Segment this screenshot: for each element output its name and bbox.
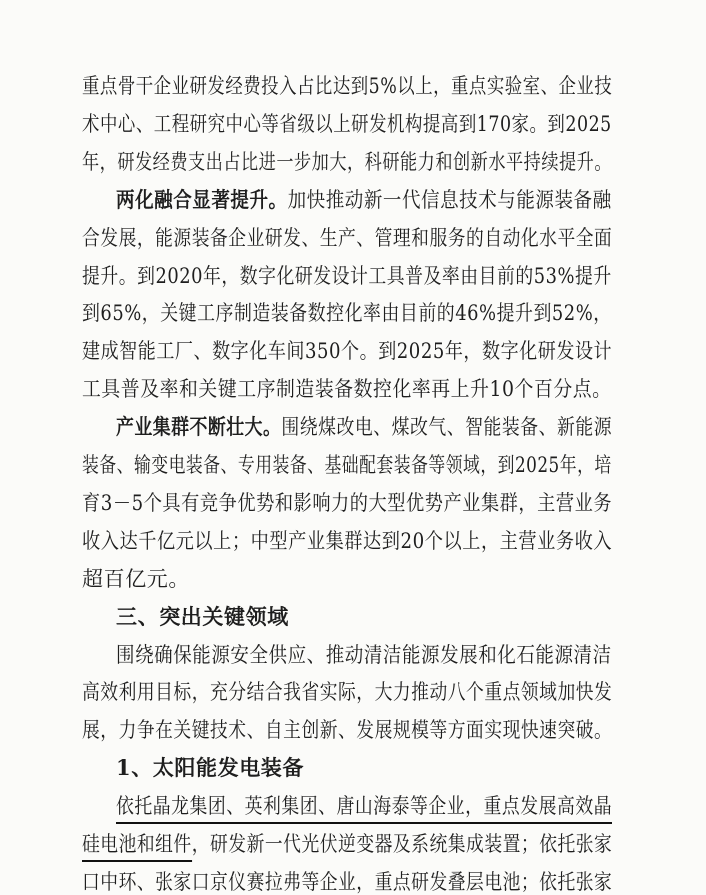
- p2-line-5: 建成智能工厂、数字化车间350个。到2025年，数字化研发设计: [82, 339, 613, 364]
- p3-line-5: 超百亿元。: [82, 566, 190, 591]
- p5-line-1-underlined: 依托晶龙集团、英利集团、唐山海泰等企业，重点发展高效晶: [116, 794, 612, 824]
- p1-line-3: 年，研发经费支出占比进一步加大，科研能力和创新水平持续提升。: [82, 149, 612, 174]
- section-heading: 三、突出关键领域: [116, 604, 289, 629]
- p1-line-1: 重点骨干企业研发经费投入占比达到5%以上，重点实验室、企业技: [82, 74, 613, 98]
- p5-line-2-underlined: 硅电池和组件: [82, 832, 192, 862]
- p3-line-3: 育3－5个具有竞争优势和影响力的大型优势产业集群，主营业务: [82, 490, 613, 515]
- sub-heading: 1、太阳能发电装备: [116, 755, 305, 781]
- p4-line-2: 高效利用目标，充分结合我省实际，大力推动八个重点领域加快发: [82, 680, 613, 705]
- p3-line-1: [116, 414, 612, 440]
- p2-line-1: [116, 187, 612, 213]
- p3-line-4: 收入达千亿元以上；中型产业集群达到20个以上，主营业务收入: [82, 528, 613, 553]
- p4-line-3: 展，力争在关键技术、自主创新、发展规模等方面实现快速突破。: [82, 718, 613, 743]
- p3-line-2: 装备、输变电装备、专用装备、基础配套装备等领域，到2025年，培: [82, 453, 612, 477]
- p3-lead: 产业集群不断壮大。: [116, 414, 282, 440]
- p3-line-1-rest: 围绕煤改电、煤改气、智能装备、新能源: [281, 415, 613, 440]
- p5-line-3: 口中环、张家口京仪赛拉弗等企业，重点研发叠层电池；依托张家: [82, 869, 613, 894]
- p5-line-1: [116, 793, 612, 819]
- p4-line-1: 围绕确保能源安全供应、推动清洁能源发展和化石能源清洁: [116, 642, 612, 667]
- p2-line-6: 工具普及率和关键工序制造装备数控化率再上升10个百分点。: [82, 377, 612, 402]
- p2-line-4: 到65%，关键工序制造装备数控化率由目前的46%提升到52%，: [82, 301, 612, 326]
- p2-lead: 两化融合显著提升。: [116, 186, 288, 212]
- p5-line-2-rest: ，研发新一代光伏逆变器及系统集成装置；依托张家: [191, 832, 613, 856]
- p1-line-2: 术中心、工程研究中心等省级以上研发机构提高到170家。到2025: [82, 111, 612, 136]
- p2-line-2: 合发展，能源装备企业研发、生产、管理和服务的自动化水平全面: [82, 225, 613, 250]
- p2-line-3: 提升。到2020年，数字化研发设计工具普及率由目前的53%提升: [82, 263, 612, 288]
- p2-line-1-rest: 加快推动新一代信息技术与能源装备融: [287, 187, 612, 212]
- p5-line-2: [82, 831, 612, 857]
